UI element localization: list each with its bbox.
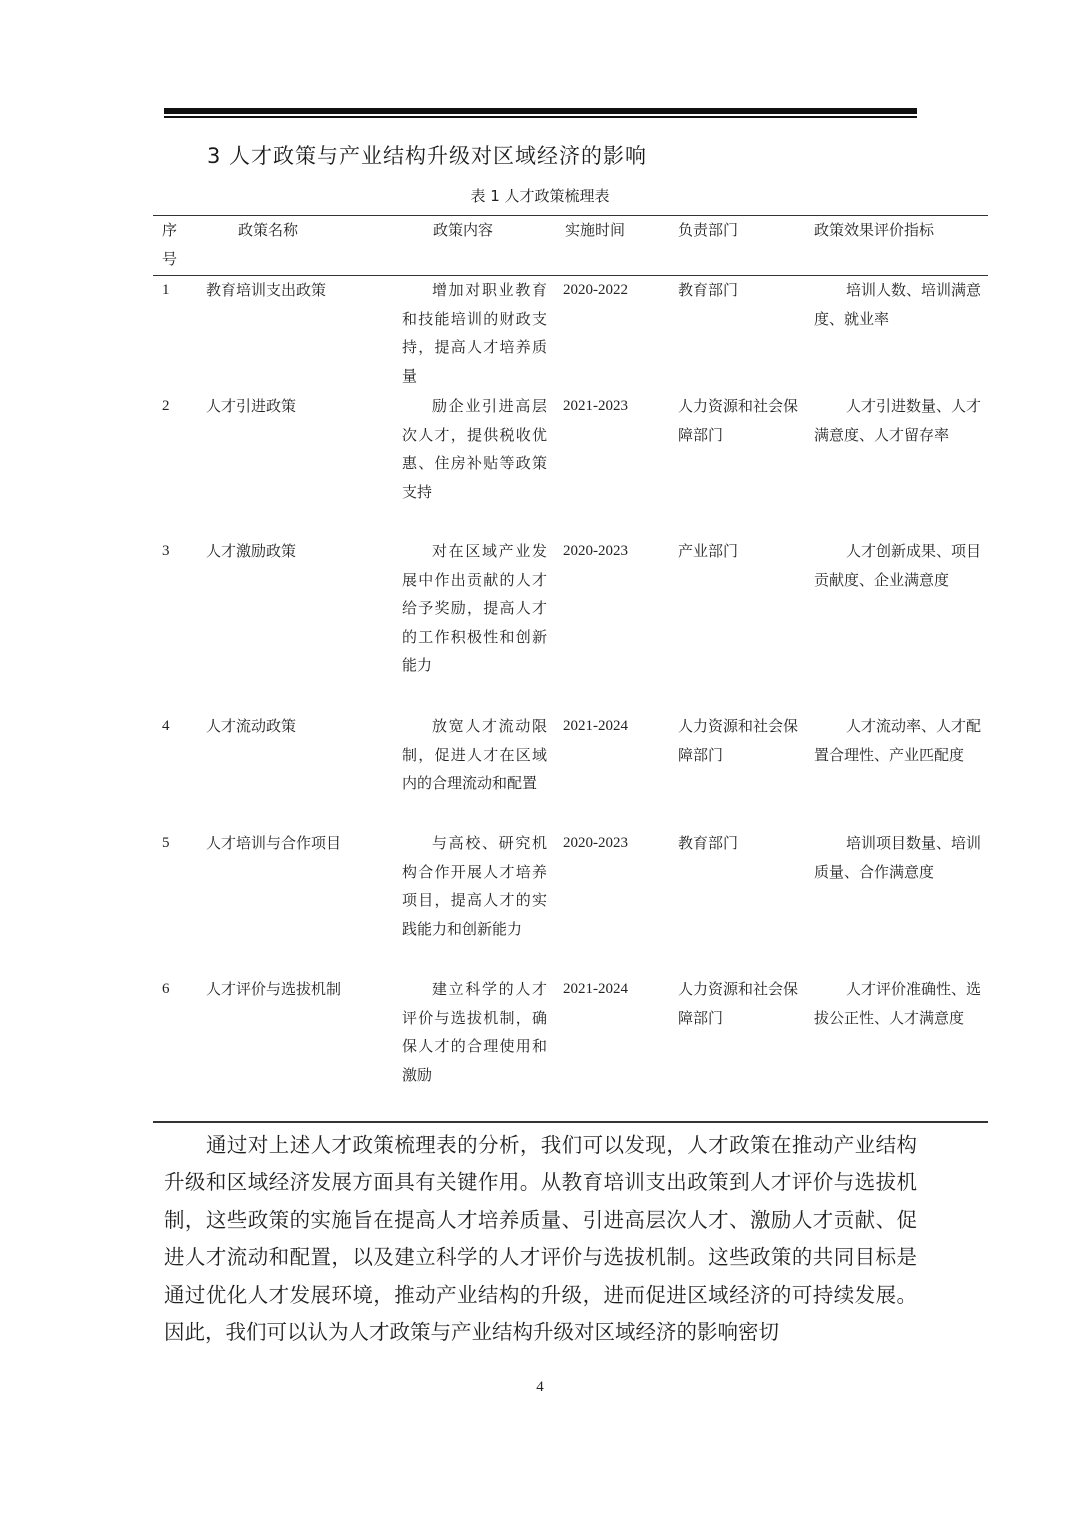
row-policy-name: 人才引进政策 [206, 397, 297, 415]
page-number: 4 [536, 1379, 544, 1395]
row-dept: 教育部门 [678, 281, 739, 299]
row-index: 5 [162, 835, 170, 851]
row-dept: 教育部门 [678, 834, 739, 852]
row-policy-content: 励企业引进高层次人才，提供税收优惠、住房补贴等政策支持 [402, 397, 547, 501]
row-policy-name: 教育培训支出政策 [206, 281, 327, 299]
row-eval: 培训项目数量、培训质量、合作满意度 [814, 834, 982, 881]
row-dept: 人力资源和社会保障部门 [678, 717, 799, 764]
table-bottom-rule [153, 1121, 988, 1123]
row-policy-name: 人才激励政策 [206, 542, 297, 560]
row-time: 2021-2023 [563, 398, 628, 414]
row-policy-name: 人才流动政策 [206, 717, 297, 735]
row-time: 2020-2022 [563, 282, 628, 298]
header-index: 序号 [162, 221, 178, 268]
row-dept: 产业部门 [678, 542, 739, 560]
row-time: 2020-2023 [563, 543, 628, 559]
row-index: 1 [162, 282, 170, 298]
row-eval: 人才引进数量、人才满意度、人才留存率 [814, 397, 982, 444]
body-paragraph: 通过对上述人才政策梳理表的分析，我们可以发现，人才政策在推动产业结构升级和区域经济发展方面具有关键作用。从教育培训支出政策到人才评价与选拔机制，这些政策的实施旨在提高人才培养质量、引进高层次人才、激励人才贡献、促进人才流动和配置，以及建立科学的人才评价与选拔机制。这些政策的共同目标是通过优化人才发展环境，推动产业结构的升级，进而促进区域经济的可持续发展。因此，我们可以认为人才政策与产业结构升级对区域经济的影响密切 [164, 1133, 917, 1345]
header-eval: 政策效果评价指标 [814, 221, 935, 239]
header-rule-thin [164, 116, 917, 118]
row-dept: 人力资源和社会保障部门 [678, 397, 799, 444]
row-policy-name: 人才培训与合作项目 [206, 834, 342, 852]
row-time: 2021-2024 [563, 718, 628, 734]
row-eval: 人才评价准确性、选拔公正性、人才满意度 [814, 980, 982, 1027]
row-policy-content: 建立科学的人才评价与选拔机制，确保人才的合理使用和激励 [402, 980, 547, 1084]
row-time: 2020-2023 [563, 835, 628, 851]
row-index: 6 [162, 981, 170, 997]
row-policy-content: 对在区域产业发展中作出贡献的人才给予奖励，提高人才的工作积极性和创新能力 [402, 542, 547, 674]
section-heading: 3 人才政策与产业结构升级对区域经济的影响 [207, 144, 648, 168]
row-eval: 人才流动率、人才配置合理性、产业匹配度 [814, 717, 982, 764]
row-time: 2021-2024 [563, 981, 628, 997]
table-caption: 表 1 人才政策梳理表 [470, 187, 610, 205]
row-policy-content: 放宽人才流动限制，促进人才在区域内的合理流动和配置 [402, 717, 547, 792]
row-index: 4 [162, 718, 170, 734]
header-time: 实施时间 [565, 221, 626, 239]
row-policy-content: 与高校、研究机构合作开展人才培养项目，提高人才的实践能力和创新能力 [402, 834, 547, 938]
row-index: 2 [162, 398, 170, 414]
header-dept: 负责部门 [678, 221, 739, 239]
header-rule-thick [164, 108, 917, 114]
header-content: 政策内容 [433, 221, 494, 239]
row-policy-name: 人才评价与选拔机制 [206, 980, 342, 998]
row-index: 3 [162, 543, 170, 559]
row-dept: 人力资源和社会保障部门 [678, 980, 799, 1027]
header-name: 政策名称 [238, 221, 299, 239]
row-policy-content: 增加对职业教育和技能培训的财政支持，提高人才培养质量 [402, 281, 547, 385]
row-eval: 人才创新成果、项目贡献度、企业满意度 [814, 542, 982, 589]
row-eval: 培训人数、培训满意度、就业率 [814, 281, 982, 328]
